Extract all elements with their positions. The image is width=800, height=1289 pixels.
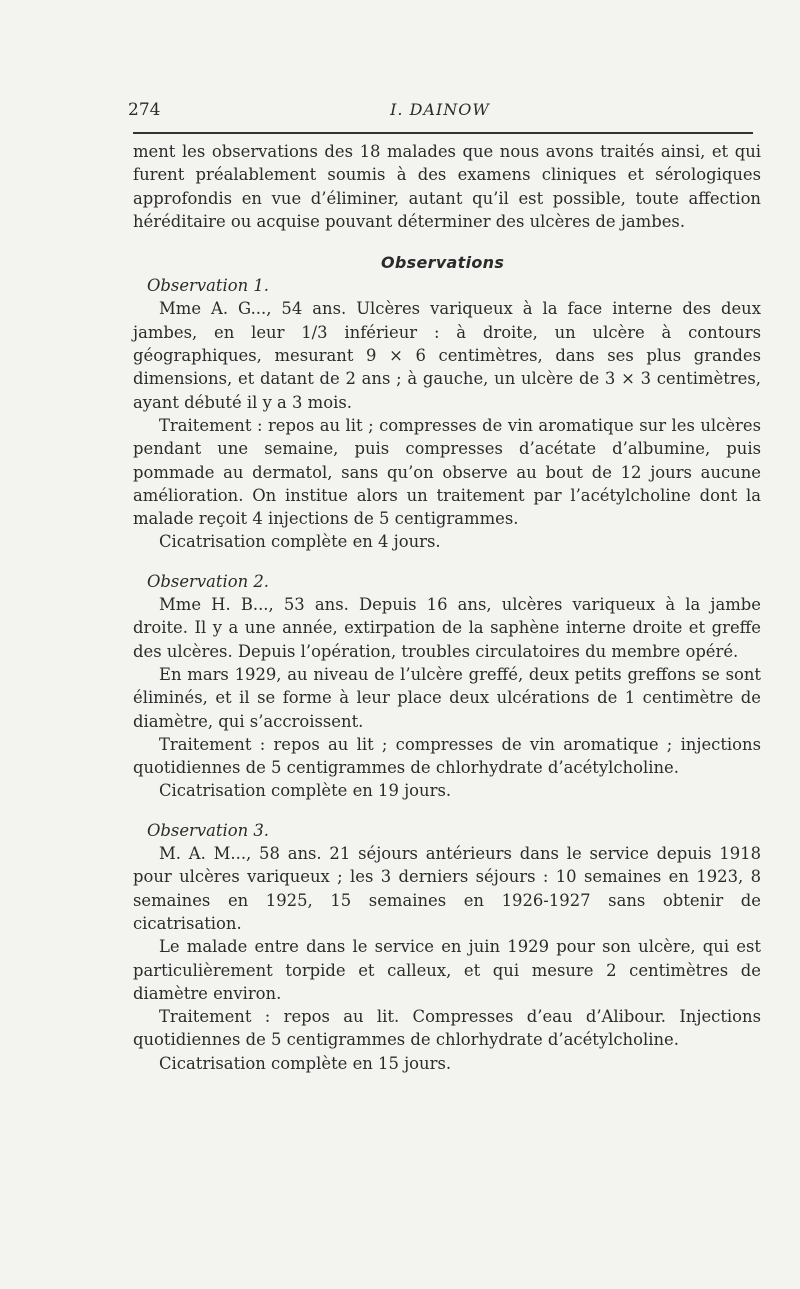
paragraph: Traitement : repos au lit ; compresses de vin aromatique sur les ulcères pendant une semaine, puis compresses d’acétate d’albumine, puis pommade au dermatol, sans qu’on observe au bout de 12 jours aucune amélioration. On institue alors un traitement par l’acétylcholine dont la malade reçoit 4 injections de 5 centigrammes.: [133, 415, 761, 529]
running-head: I. DAINOW: [390, 100, 490, 119]
page-number: 274: [128, 100, 161, 120]
section-title: Observations: [381, 253, 505, 273]
observation-title: Observation 1.: [147, 276, 270, 296]
intro-paragraph: ment les observations des 18 malades que nous avons traités ainsi, et qui furent préalablement soumis à des examens cliniques et sérologiques approfondis en vue d’éliminer, autant qu’il est possible, toute affection héréditaire ou acquise pouvant déterminer des ulcères de jambes.: [133, 142, 761, 231]
paragraph: Mme A. G..., 54 ans. Ulcères variqueux à la face interne des deux jambes, en leur 1/3 inférieur : à droite, un ulcère à contours géographiques, mesurant 9 × 6 centimètres, dans ses plus grandes dimensions, et datant de 2 ans ; à gauche, un ulcère de 3 × 3 centimètres, ayant débuté il y a 3 mois.: [133, 299, 761, 412]
paragraph: Mme H. B..., 53 ans. Depuis 16 ans, ulcères variqueux à la jambe droite. Il y a une année, extirpation de la saphène interne droite et greffe des ulcères. Depuis l’opération, troubles circulatoires du membre opéré.: [133, 595, 761, 661]
observation-1: [133, 274, 761, 554]
paragraph: Cicatrisation complète en 19 jours.: [159, 781, 452, 801]
paragraph: Cicatrisation complète en 15 jours.: [159, 1053, 452, 1073]
observation-3: [133, 819, 761, 1075]
page-header: [128, 100, 752, 124]
paragraph: Traitement : repos au lit ; compresses de vin aromatique ; injections quotidiennes de 5 centigrammes de chlorhydrate d’acétylcholine.: [133, 734, 761, 778]
header-rule: [133, 132, 753, 134]
paragraph: M. A. M..., 58 ans. 21 séjours antérieurs dans le service depuis 1918 pour ulcères variqueux ; les 3 derniers séjours : 10 semaines en 1923, 8 semaines en 1925, 15 semaines en 1926-1927 sans obtenir de cicatrisation.: [133, 844, 761, 933]
body-text: [133, 140, 761, 1075]
paragraph: Traitement : repos au lit. Compresses d’eau d’Alibour. Injections quotidiennes de 5 centigrammes de chlorhydrate d’acétylcholine.: [133, 1007, 761, 1050]
paragraph: Cicatrisation complète en 4 jours.: [159, 532, 441, 552]
observation-title: Observation 2.: [147, 571, 270, 591]
paragraph: En mars 1929, au niveau de l’ulcère greffé, deux petits greffons se sont éliminés, et il se forme à leur place deux ulcérations de 1 centimètre de diamètre, qui s’accroissent.: [133, 664, 761, 731]
paragraph: Le malade entre dans le service en juin 1929 pour son ulcère, qui est particulièrement torpide et calleux, et qui mesure 2 centimètres de diamètre environ.: [133, 937, 761, 1003]
observation-2: [133, 570, 761, 803]
observation-title: Observation 3.: [147, 820, 270, 840]
